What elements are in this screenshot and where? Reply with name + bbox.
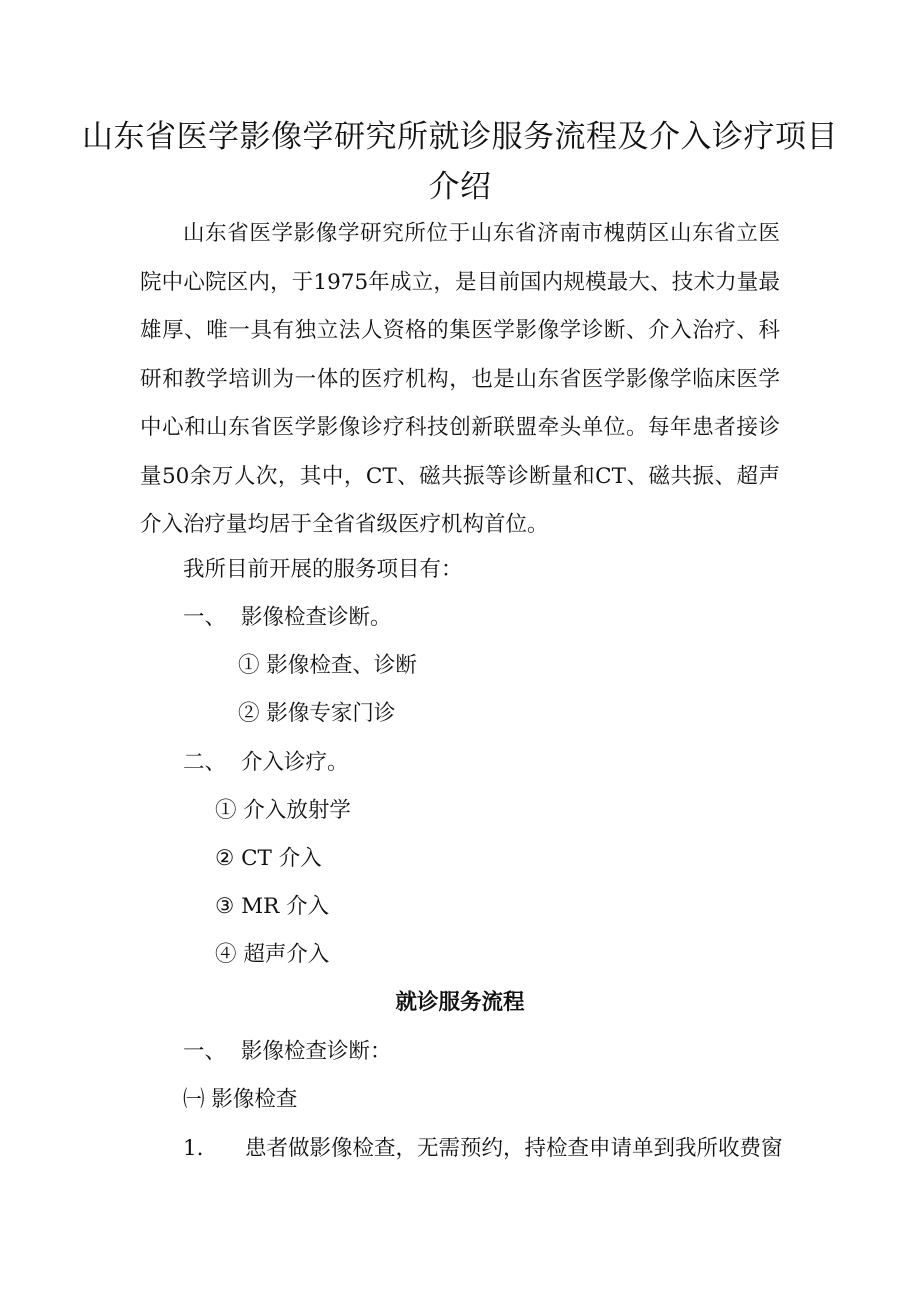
process-section1-label: 影像检查诊断： <box>241 1039 392 1064</box>
section1-number: 一、 <box>183 605 227 630</box>
section2-item: ④ 超声介入 <box>215 942 330 967</box>
section1-heading <box>183 603 392 633</box>
step-1 <box>183 1134 783 1164</box>
process-section1-number: 一、 <box>183 1039 227 1064</box>
document-title: 山东省医学影像学研究所就诊服务流程及介入诊疗项目介绍 <box>82 119 838 205</box>
services-intro: 我所目前开展的服务项目有： <box>183 557 463 582</box>
section2-heading <box>183 748 349 778</box>
section2-item: ② CT 介入 <box>215 846 322 871</box>
step-1-text: 患者做影像检查，无需预约，持检查申请单到我所收费窗 <box>245 1136 783 1161</box>
section1-item: ② 影像专家门诊 <box>238 701 396 726</box>
process-title: 就诊服务流程 <box>395 990 525 1015</box>
section1-item: ① 影像检查、诊断 <box>238 653 417 678</box>
section2-label: 介入诊疗。 <box>241 750 349 775</box>
process-section1-heading <box>183 1037 392 1067</box>
step-1-number: 1. <box>183 1136 204 1161</box>
intro-paragraph: 山东省医学影像学研究所位于山东省济南市槐荫区山东省立医院中心院区内，于1975年成立，是目前国内规模最大、技术力量最雄厚、唯一具有独立法人资格的集医学影像学诊断、介入治疗、科研和教学培训为一体的医疗机构，也是山东省医学影像学临床医学中心和山东省医学影像诊疗科技创新联盟牵头单位。每年患者接诊量50余万人次，其中，CT、磁共振等诊断量和CT、磁共振、超声介入治疗量均居于全省省级医疗机构首位。 <box>140 221 780 537</box>
section2-number: 二、 <box>183 750 227 775</box>
section1-label: 影像检查诊断。 <box>241 605 392 630</box>
sub-heading: ㈠ 影像检查 <box>183 1087 298 1112</box>
section2-item: ① 介入放射学 <box>215 798 351 823</box>
section2-item: ③ MR 介入 <box>215 894 330 919</box>
